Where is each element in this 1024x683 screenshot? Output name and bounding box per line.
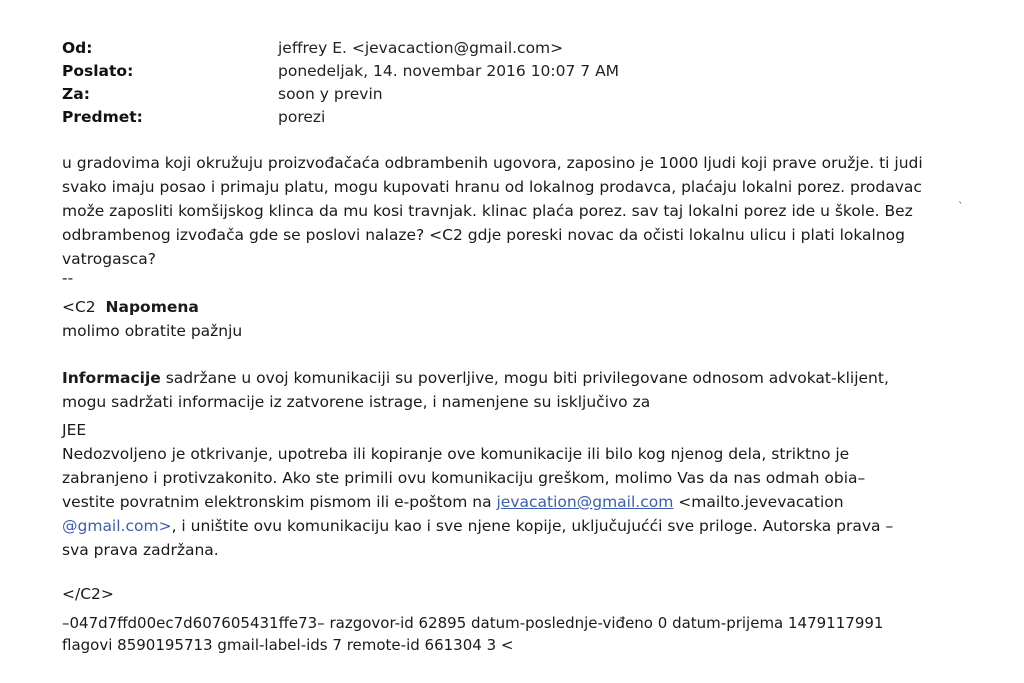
note-block	[62, 295, 962, 343]
subject-label: Predmet:	[62, 107, 143, 126]
legal-line	[62, 514, 962, 538]
subject-value: porezi	[278, 107, 326, 126]
email-body	[62, 151, 962, 285]
legal-block	[62, 442, 962, 562]
close-tag: </C2>	[62, 585, 114, 603]
info-line	[62, 366, 962, 390]
mailto-link-end[interactable]: @gmail.com>	[62, 517, 172, 535]
body-line: svako imaju posao i primaju platu, mogu kupovati hranu od lokalnog prodavca, plaćaju lokalni porez. prodavac	[62, 178, 922, 196]
legal-line: Nedozvoljeno je otkrivanje, upotreba ili kopiranje ove komunikacije ili bilo kog njenog dela, striktno je	[62, 445, 850, 463]
info-recipient: JEE	[62, 421, 87, 439]
header-row-subject	[62, 105, 962, 128]
body-line: vatrogasca?	[62, 250, 156, 268]
email-document	[62, 36, 962, 656]
info-bold-word: Informacije	[62, 369, 161, 387]
to-value: soon y previn	[278, 84, 383, 103]
note-subtitle: molimo obratite pažnju	[62, 322, 243, 340]
sent-value: ponedeljak, 14. novembar 2016 10:07 7 AM	[278, 61, 620, 80]
body-line: odbrambenog izvođača gde se poslovi nalaze? <C2 gdje poreski novac da očisti lokalnu ulicu i plati lokalnog	[62, 226, 906, 244]
info-block	[62, 366, 962, 442]
from-value: jeffrey E. <jevacaction@gmail.com>	[278, 38, 564, 57]
header-row-to	[62, 82, 962, 105]
legal-line	[62, 490, 962, 514]
info-line: mogu sadržati informacije iz zatvorene istrage, i namenjene su isključivo za	[62, 393, 651, 411]
legal-line3-start: vestite povratnim elektronskim pismom ili e-poštom na	[62, 493, 497, 511]
note-heading: Napomena	[105, 298, 199, 316]
info-line1-rest: sadržane u ovoj komunikaciji su poverljive, mogu biti privilegovane odnosom advokat-klijent,	[160, 369, 889, 387]
signature-separator: --	[62, 269, 74, 287]
legal-line: sva prava zadržana.	[62, 541, 219, 559]
email-header	[62, 36, 962, 128]
header-row-sent	[62, 59, 962, 82]
header-row-from	[62, 36, 962, 59]
meta-line: flagovi 8590195713 gmail-label-ids 7 remote-id 661304 3 <	[62, 636, 514, 654]
meta-line: –047d7ffd00ec7d607605431ffe73– razgovor-id 62895 datum-poslednje-viđeno 0 datum-prijema 1479117991	[62, 614, 884, 632]
stray-mark: ˋ	[958, 200, 964, 213]
to-label: Za:	[62, 84, 90, 103]
legal-line: zabranjeno i protivzakonito. Ako ste primili ovu komunikaciju greškom, molimo Vas da nas odmah obia–	[62, 469, 866, 487]
body-line: može zaposliti komšijskog klinca da mu kosi travnjak. klinac plaća porez. sav taj lokalni porez ide u škole. Bez	[62, 202, 913, 220]
legal-line3-end: <mailto.jevevacation	[673, 493, 844, 511]
body-line: u gradovima koji okružuju proizvođačaća odbrambenih ugovora, zaposino je 1000 ljudi koji prave oružje. ti judi	[62, 154, 923, 172]
email-link[interactable]: jevacation@gmail.com	[496, 493, 674, 511]
legal-line4-rest: , i uništite ovu komunikaciju kao i sve njene kopije, uključujućći sve priloge. Autorska prava –	[171, 517, 894, 535]
note-prefix: <C2	[62, 298, 96, 316]
sent-label: Poslato:	[62, 61, 134, 80]
note-title	[62, 295, 962, 319]
from-label: Od:	[62, 38, 93, 57]
